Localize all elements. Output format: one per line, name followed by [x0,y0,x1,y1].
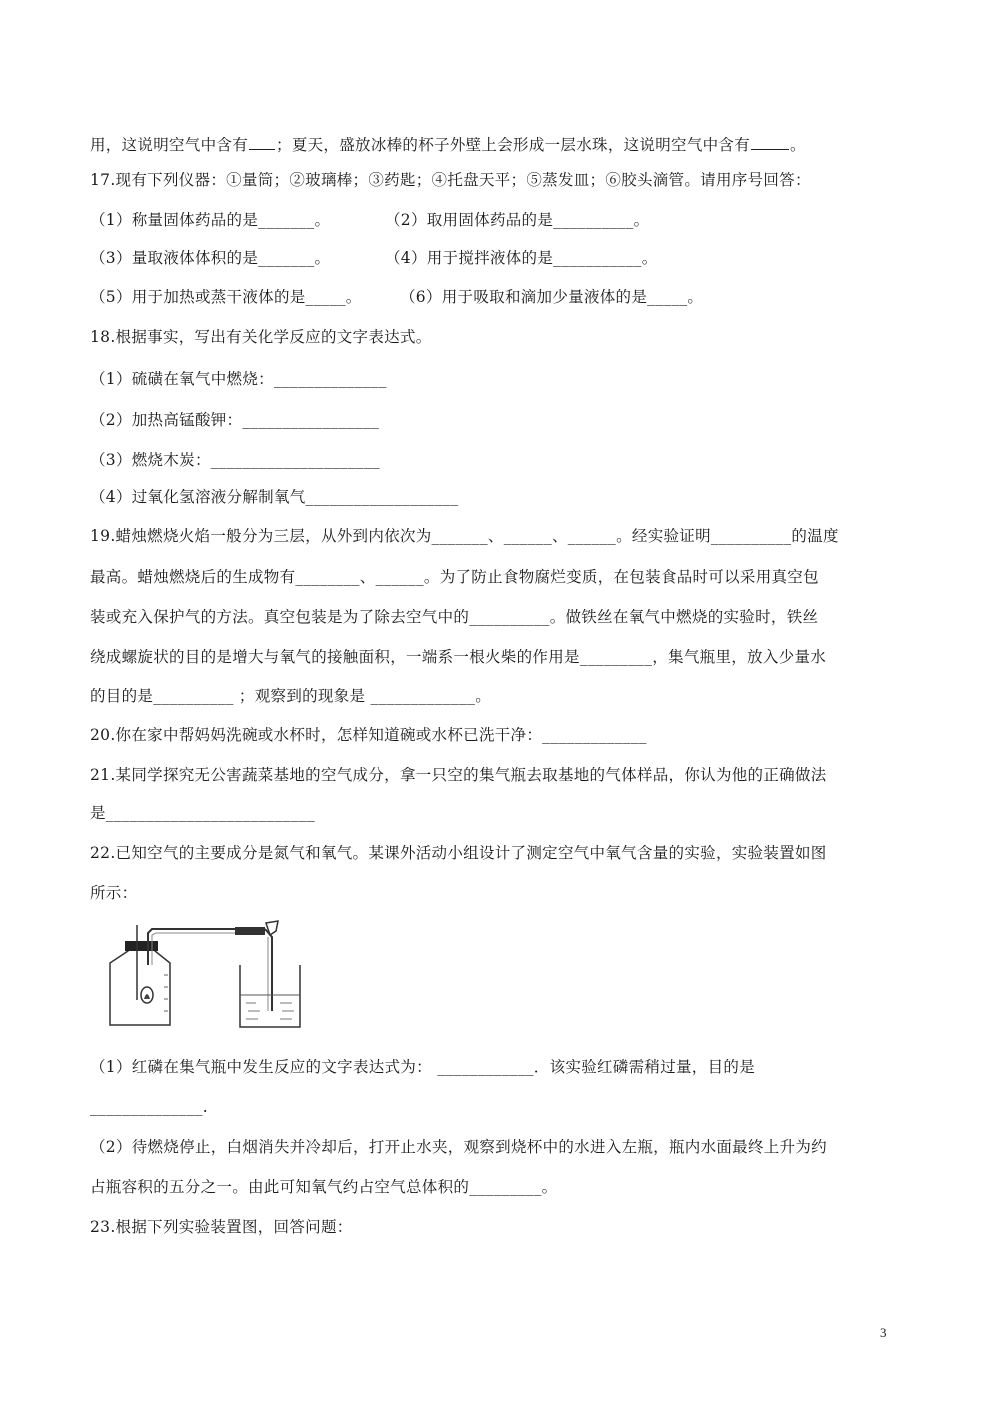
q22-line-1: 22.已知空气的主要成分是氮气和氧气。某课外活动小组设计了测定空气中氧气含量的实验，实验装置如图 [90,844,827,862]
q22-sub1-line-2: ______________. [90,1098,208,1116]
rubber-hose [235,927,265,935]
q17-item-2: （2）取用固体药品的是__________。 [385,211,650,229]
q18-item-2: （2）加热高锰酸钾：_________________ [90,411,380,429]
q16-text-c: 。 [790,136,806,154]
page-number: 3 [880,1325,887,1340]
apparatus-svg [100,915,310,1040]
q19-line-5: 的目的是__________ ；观察到的现象是 _____________。 [90,687,492,705]
q18-item-3: （3）燃烧木炭：_____________________ [90,451,380,469]
q20: 20.你在家中帮妈妈洗碗或水杯时，怎样知道碗或水杯已洗干净：_____________ [90,726,647,744]
q16-blank-2[interactable] [751,135,789,150]
q21-line-1: 21.某同学探究无公害蔬菜基地的空气成分，拿一只空的集气瓶去取基地的气体样品，你认为他的正确做法 [90,766,827,784]
q22-sub2-line-2: 占瓶容积的五分之一。由此可知氧气约占空气总体积的_________。 [90,1178,558,1196]
q22-line-2: 所示： [90,884,138,902]
q22-sub1-line-1: （1）红磷在集气瓶中发生反应的文字表达式为： ____________．该实验红磷需稍过量，目的是 [90,1058,755,1076]
q17-item-5: （5）用于加热或蒸干液体的是_____。 [90,288,362,306]
q16-continuation [90,135,806,155]
beaker [240,965,300,1027]
q23-stem: 23.根据下列实验装置图，回答问题： [90,1218,353,1236]
gas-bottle [110,943,170,1025]
apparatus-diagram-icon [100,915,310,1040]
rubber-stopper [125,941,158,951]
q21-line-2: 是__________________________ [90,804,316,822]
q17-item-6: （6）用于吸取和滴加少量液体的是_____。 [400,288,704,306]
q16-text-b: ；夏天，盛放冰棒的杯子外壁上会形成一层水珠，这说明空气中含有 [276,136,751,154]
q19-line-2: 最高。蜡烛燃烧后的生成物有________、______。为了防止食物腐烂变质，在包装食品时可以采用真空包 [90,568,819,586]
q17-item-1: （1）称量固体药品的是_______。 [90,211,331,229]
q17-item-3: （3）量取液体体积的是_______。 [90,249,331,267]
q16-blank-1[interactable] [249,135,275,150]
q17-stem: 17.现有下列仪器：①量筒；②玻璃棒；③药匙；④托盘天平；⑤蒸发皿；⑥胶头滴管。请用序号回答： [90,171,811,189]
q19-line-4: 绕成螺旋状的目的是增大与氧气的接触面积，一端系一根火柴的作用是_________，集气瓶里，放入少量水 [90,648,827,666]
q18-item-1: （1）硫磺在氧气中燃烧：______________ [90,370,387,388]
flame [144,994,150,999]
q18-stem: 18.根据事实，写出有关化学反应的文字表达式。 [90,328,432,346]
q17-item-4: （4）用于搅拌液体的是___________。 [385,249,658,267]
q22-sub2-line-1: （2）待燃烧停止，白烟消失并冷却后，打开止水夹，观察到烧杯中的水进入左瓶，瓶内水面最终上升为约 [90,1138,827,1156]
q18-item-4: （4）过氧化氢溶液分解制氧气___________________ [90,488,459,506]
q16-text-a: 用，这说明空气中含有 [90,136,249,154]
q19-line-3: 装或充入保护气的方法。真空包装是为了除去空气中的__________。做铁丝在氧气中燃烧的实验时，铁丝 [90,608,819,626]
q19-line-1: 19.蜡烛燃烧火焰一般分为三层，从外到内依次为_______、______、______。经实验证明__________的温度 [90,527,839,545]
